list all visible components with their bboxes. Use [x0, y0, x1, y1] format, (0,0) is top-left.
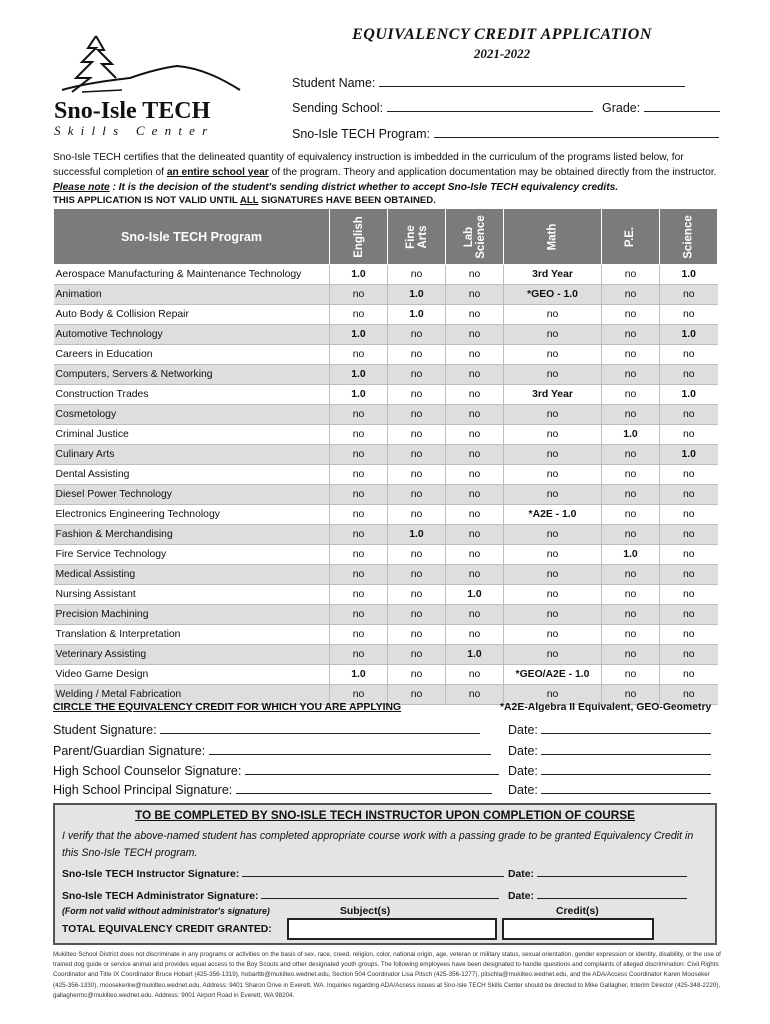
program-line[interactable]	[434, 125, 719, 138]
table-row	[54, 325, 718, 345]
credit-cell[interactable]: no	[388, 685, 446, 705]
credit-cell[interactable]: 1.0	[388, 285, 446, 305]
credit-cell[interactable]: no	[330, 485, 388, 505]
administrator-date-field[interactable]: Date:	[508, 888, 687, 902]
credit-cell[interactable]: no	[446, 485, 504, 505]
credit-cell[interactable]: no	[504, 625, 602, 645]
program-name-cell: Translation & Interpretation	[54, 625, 330, 645]
program-name-cell: Veterinary Assisting	[54, 645, 330, 665]
program-name-cell: Diesel Power Technology	[54, 485, 330, 505]
credit-cell[interactable]: no	[504, 305, 602, 325]
credit-cell[interactable]: no	[330, 685, 388, 705]
note-label: Please note	[53, 182, 110, 193]
credit-cell[interactable]: no	[660, 565, 718, 585]
credit-cell[interactable]: no	[660, 645, 718, 665]
credit-cell[interactable]: 1.0	[330, 665, 388, 685]
credit-cell[interactable]: no	[388, 545, 446, 565]
credit-cell[interactable]: 1.0	[660, 265, 718, 285]
sending-school-field[interactable]	[292, 99, 720, 115]
credit-cell[interactable]: 1.0	[602, 425, 660, 445]
math-footnote: *A2E-Algebra II Equivalent, GEO-Geometry	[500, 702, 712, 713]
page-title: EQUIVALENCY CREDIT APPLICATION	[352, 26, 652, 43]
credit-cell[interactable]: no	[602, 645, 660, 665]
table-row	[54, 305, 718, 325]
credit-cell[interactable]: no	[660, 425, 718, 445]
sending-school-label: Sending School:	[292, 101, 384, 115]
credit-cell[interactable]: 1.0	[446, 645, 504, 665]
logo-sub: Skills Center	[54, 123, 215, 138]
program-name-cell: Automotive Technology	[54, 325, 330, 345]
credit-cell[interactable]: no	[446, 525, 504, 545]
credit-cell[interactable]: no	[446, 605, 504, 625]
credits-input-box[interactable]	[502, 918, 654, 940]
logo-name: Sno-Isle TECH	[54, 98, 211, 124]
program-name-cell: Construction Trades	[54, 385, 330, 405]
program-name-cell: Dental Assisting	[54, 465, 330, 485]
credit-cell[interactable]: no	[388, 625, 446, 645]
credit-cell[interactable]: no	[446, 685, 504, 705]
program-name-cell: Careers in Education	[54, 345, 330, 365]
credit-cell[interactable]: *GEO - 1.0	[504, 285, 602, 305]
credit-cell[interactable]: no	[504, 485, 602, 505]
credit-cell[interactable]: 1.0	[660, 325, 718, 345]
credit-cell[interactable]: no	[388, 405, 446, 425]
parent-date-field[interactable]: Date:	[508, 742, 711, 758]
column-header: Math	[504, 209, 602, 265]
table-row	[54, 425, 718, 445]
credit-cell[interactable]: no	[504, 405, 602, 425]
tree-mountain-icon	[62, 36, 240, 92]
credit-cell[interactable]: no	[602, 625, 660, 645]
credit-cell[interactable]: no	[330, 285, 388, 305]
credit-cell[interactable]: *GEO/A2E - 1.0	[504, 665, 602, 685]
table-row	[54, 465, 718, 485]
credit-cell[interactable]: no	[660, 485, 718, 505]
credit-cell[interactable]: no	[330, 565, 388, 585]
counselor-date-field[interactable]: Date:	[508, 762, 711, 778]
credit-cell[interactable]: no	[602, 485, 660, 505]
credit-cell[interactable]: no	[504, 585, 602, 605]
table-row	[54, 565, 718, 585]
table-row	[54, 605, 718, 625]
sending-school-line[interactable]	[387, 99, 593, 112]
credit-cell[interactable]: no	[446, 385, 504, 405]
credit-cell[interactable]: no	[446, 305, 504, 325]
credit-cell[interactable]: no	[388, 345, 446, 365]
credit-cell[interactable]: no	[660, 285, 718, 305]
credit-cell[interactable]: no	[446, 365, 504, 385]
column-header: Lab Science	[446, 209, 504, 265]
credit-cell[interactable]: no	[602, 525, 660, 545]
credit-cell[interactable]: no	[446, 505, 504, 525]
credit-cell[interactable]: no	[388, 425, 446, 445]
credit-cell[interactable]: no	[330, 605, 388, 625]
credit-cell[interactable]: no	[504, 365, 602, 385]
intro-emphasis: an entire school year	[166, 167, 269, 178]
credit-cell[interactable]: no	[602, 465, 660, 485]
credit-cell[interactable]: no	[660, 465, 718, 485]
credit-cell[interactable]: no	[660, 405, 718, 425]
credit-cell[interactable]: no	[660, 585, 718, 605]
credit-cell[interactable]: no	[446, 325, 504, 345]
credit-cell[interactable]: no	[330, 405, 388, 425]
credit-cell[interactable]: 1.0	[660, 445, 718, 465]
table-row	[54, 345, 718, 365]
form-validity-note: (Form not valid without administrator's signature)	[62, 906, 270, 916]
credit-cell[interactable]: *A2E - 1.0	[504, 505, 602, 525]
table-row	[54, 265, 718, 285]
credit-cell[interactable]: no	[388, 585, 446, 605]
credit-cell[interactable]: no	[388, 605, 446, 625]
credit-cell[interactable]: 1.0	[602, 545, 660, 565]
subjects-label: Subject(s)	[340, 906, 391, 917]
credit-cell[interactable]: no	[602, 445, 660, 465]
credit-cell[interactable]: no	[330, 425, 388, 445]
credit-cell[interactable]: no	[504, 325, 602, 345]
credit-cell[interactable]: 1.0	[330, 265, 388, 285]
credit-cell[interactable]: 1.0	[446, 585, 504, 605]
table-row	[54, 385, 718, 405]
program-name-cell: Aerospace Manufacturing & Maintenance Technology	[54, 265, 330, 285]
credit-cell[interactable]: no	[330, 525, 388, 545]
credit-cell[interactable]: no	[504, 565, 602, 585]
credit-cell[interactable]: no	[446, 665, 504, 685]
credit-cell[interactable]: no	[388, 485, 446, 505]
credit-cell[interactable]: no	[602, 345, 660, 365]
total-credit-label: TOTAL EQUIVALENCY CREDIT GRANTED:	[62, 924, 272, 935]
credit-cell[interactable]: no	[602, 305, 660, 325]
table-row	[54, 445, 718, 465]
credit-cell[interactable]: 1.0	[660, 385, 718, 405]
credit-cell[interactable]: no	[446, 425, 504, 445]
credit-cell[interactable]: no	[602, 285, 660, 305]
credit-cell[interactable]: no	[660, 605, 718, 625]
credit-cell[interactable]: no	[504, 685, 602, 705]
program-name-cell: Cosmetology	[54, 405, 330, 425]
credit-cell[interactable]: no	[660, 365, 718, 385]
credit-cell[interactable]: no	[388, 365, 446, 385]
credit-cell[interactable]: no	[504, 345, 602, 365]
table-row	[54, 665, 718, 685]
credit-cell[interactable]: 1.0	[330, 365, 388, 385]
table-row	[54, 545, 718, 565]
credit-cell[interactable]: no	[330, 345, 388, 365]
column-header: Science	[660, 209, 718, 265]
credit-cell[interactable]: no	[660, 505, 718, 525]
program-column-header: Sno-Isle TECH Program	[54, 209, 330, 265]
credit-cell[interactable]: no	[602, 585, 660, 605]
verification-statement: I verify that the above-named student has completed appropriate course work with a passing grade to be granted Equivalency Credit in this Sno-Isle TECH program.	[62, 830, 694, 859]
parent-signature-field[interactable]: Parent/Guardian Signature:	[53, 742, 491, 758]
table-row	[54, 365, 718, 385]
credit-cell[interactable]: no	[388, 325, 446, 345]
credit-cell[interactable]: no	[446, 405, 504, 425]
program-name-cell: Auto Body & Collision Repair	[54, 305, 330, 325]
credit-cell[interactable]: no	[330, 585, 388, 605]
sno-isle-tech-logo	[52, 28, 252, 138]
administrator-signature-field[interactable]: Sno-Isle TECH Administrator Signature:	[62, 888, 499, 902]
program-field[interactable]	[292, 125, 719, 141]
credit-cell[interactable]: 3rd Year	[504, 265, 602, 285]
credit-cell[interactable]: no	[660, 665, 718, 685]
program-name-cell: Fire Service Technology	[54, 545, 330, 565]
school-year: 2021-2022	[473, 46, 531, 61]
credit-cell[interactable]: no	[602, 505, 660, 525]
credit-cell[interactable]: 1.0	[388, 525, 446, 545]
program-name-cell: Medical Assisting	[54, 565, 330, 585]
credit-cell[interactable]: 3rd Year	[504, 385, 602, 405]
credit-cell[interactable]: 1.0	[330, 325, 388, 345]
program-label: Sno-Isle TECH Program:	[292, 127, 431, 141]
credit-cell[interactable]: no	[602, 325, 660, 345]
credit-cell[interactable]: no	[602, 605, 660, 625]
instructor-signature-field[interactable]: Sno-Isle TECH Instructor Signature:	[62, 866, 504, 880]
table-row	[54, 625, 718, 645]
credit-cell[interactable]: 1.0	[388, 305, 446, 325]
credit-cell[interactable]: no	[504, 465, 602, 485]
credit-cell[interactable]: no	[504, 425, 602, 445]
student-name-line[interactable]	[379, 74, 685, 87]
table-row	[54, 585, 718, 605]
program-name-cell: Welding / Metal Fabrication	[54, 685, 330, 705]
credit-cell[interactable]: no	[602, 365, 660, 385]
table-header-row	[54, 209, 718, 265]
credit-cell[interactable]: no	[446, 265, 504, 285]
program-name-cell: Electronics Engineering Technology	[54, 505, 330, 525]
counselor-signature-field[interactable]: High School Counselor Signature:	[53, 762, 499, 778]
grade-line[interactable]	[644, 99, 720, 112]
credit-cell[interactable]: no	[388, 265, 446, 285]
column-header: P.E.	[602, 209, 660, 265]
credit-cell[interactable]: no	[388, 565, 446, 585]
program-name-cell: Culinary Arts	[54, 445, 330, 465]
program-name-cell: Fashion & Merchandising	[54, 525, 330, 545]
equivalency-table	[53, 208, 718, 705]
credit-cell[interactable]: no	[602, 565, 660, 585]
principal-signature-field[interactable]: High School Principal Signature:	[53, 781, 492, 797]
credit-cell[interactable]: no	[446, 465, 504, 485]
intro-paragraph: Sno-Isle TECH certifies that the delineated quantity of equivalency instruction is imbedded in the curriculum of the programs listed below, for successful completion of an entire school year of the program. Theory and application documentation may be obtained directly from the instructor. Please note : It is the decision of the student's sending district whether to accept Sno-Isle TECH equivalency credits.	[53, 152, 717, 193]
nondiscrimination-disclaimer: Mukilteo School District does not discriminate in any programs or activities on the basis of sex, race, creed, religion, color, national origin, age, veteran or military status, sexual orientation, gender expression or identity, disability, or the use of trained dog guide or service animal and provides equal access to the Boy Scouts and other designated youth groups. The following employees have been designated to handle questions and complaints of alleged discrimination: Civil Rights Coordinator and Title IX Coordinator Bruce Hobart (425-356-1319), hobarttb@mukilteo.wednet.edu, Section 504 Coordinator Lisa Pitsch (425-356-1277), pitschla@mukilteo.wednet.edu, and the ADA/Access Coordinator Karen Mooseker (425-356-1330), moosekerkw@mukilteo.wednet.edu. Address: 9401 Sharon Drive in Everett, WA. Inquiries regarding ADA/Access issues at Sno-Isle TECH Skills Center should be directed to Mike Gallagher, Interim Director (425-348-2220), gallaghermc@mukilteo.wednet.edu. Address: 9001 Airport Road in Everett, WA 98204.	[53, 951, 721, 999]
student-date-field[interactable]: Date:	[508, 721, 711, 737]
table-row	[54, 525, 718, 545]
program-name-cell: Video Game Design	[54, 665, 330, 685]
program-name-cell: Precision Machining	[54, 605, 330, 625]
instructor-section-heading: TO BE COMPLETED BY SNO-ISLE TECH INSTRUCTOR UPON COMPLETION OF COURSE	[134, 808, 636, 822]
credit-cell[interactable]: no	[504, 445, 602, 465]
credit-cell[interactable]: no	[388, 505, 446, 525]
program-name-cell: Nursing Assistant	[54, 585, 330, 605]
credit-cell[interactable]: no	[660, 545, 718, 565]
credit-cell[interactable]: no	[330, 645, 388, 665]
credit-cell[interactable]: 1.0	[330, 385, 388, 405]
program-name-cell: Animation	[54, 285, 330, 305]
credit-cell[interactable]: no	[446, 545, 504, 565]
credit-cell[interactable]: no	[602, 665, 660, 685]
credit-cell[interactable]: no	[388, 445, 446, 465]
credit-cell[interactable]: no	[660, 625, 718, 645]
credit-cell[interactable]: no	[330, 305, 388, 325]
subjects-input-box[interactable]	[287, 918, 497, 940]
table-row	[54, 505, 718, 525]
credit-cell[interactable]: no	[446, 445, 504, 465]
credit-cell[interactable]: no	[660, 345, 718, 365]
credit-cell[interactable]: no	[330, 505, 388, 525]
credit-cell[interactable]: no	[446, 345, 504, 365]
credit-cell[interactable]: no	[446, 285, 504, 305]
credit-cell[interactable]: no	[660, 685, 718, 705]
student-signature-field[interactable]: Student Signature:	[53, 721, 480, 737]
circle-instruction: CIRCLE THE EQUIVALENCY CREDIT FOR WHICH YOU ARE APPLYING	[53, 702, 402, 713]
credit-cell[interactable]: no	[388, 385, 446, 405]
credit-cell[interactable]: no	[446, 625, 504, 645]
credit-cell[interactable]: no	[504, 545, 602, 565]
principal-date-field[interactable]: Date:	[508, 781, 711, 797]
credit-cell[interactable]: no	[660, 525, 718, 545]
table-row	[54, 485, 718, 505]
credit-cell[interactable]: no	[602, 405, 660, 425]
credit-cell[interactable]: no	[330, 545, 388, 565]
student-name-label: Student Name:	[292, 76, 376, 90]
instructor-date-field[interactable]: Date:	[508, 866, 687, 880]
table-row	[54, 645, 718, 665]
credits-label: Credit(s)	[556, 906, 599, 917]
credit-cell[interactable]: no	[660, 305, 718, 325]
program-name-cell: Computers, Servers & Networking	[54, 365, 330, 385]
credit-cell[interactable]: no	[388, 465, 446, 485]
grade-label: Grade:	[602, 101, 641, 115]
credit-cell[interactable]: no	[330, 625, 388, 645]
column-header: Fine Arts	[388, 209, 446, 265]
credit-cell[interactable]: no	[330, 445, 388, 465]
credit-cell[interactable]: no	[388, 645, 446, 665]
credit-cell[interactable]: no	[504, 525, 602, 545]
student-name-field[interactable]	[292, 74, 685, 90]
credit-cell[interactable]: no	[602, 685, 660, 705]
column-header: English	[330, 209, 388, 265]
table-row	[54, 285, 718, 305]
validity-warning: THIS APPLICATION IS NOT VALID UNTIL ALL SIGNATURES HAVE BEEN OBTAINED.	[53, 195, 436, 206]
credit-cell[interactable]: no	[330, 465, 388, 485]
credit-cell[interactable]: no	[504, 645, 602, 665]
credit-cell[interactable]: no	[602, 385, 660, 405]
credit-cell[interactable]: no	[602, 265, 660, 285]
program-name-cell: Criminal Justice	[54, 425, 330, 445]
credit-cell[interactable]: no	[446, 565, 504, 585]
table-row	[54, 405, 718, 425]
credit-cell[interactable]: no	[504, 605, 602, 625]
credit-cell[interactable]: no	[388, 665, 446, 685]
